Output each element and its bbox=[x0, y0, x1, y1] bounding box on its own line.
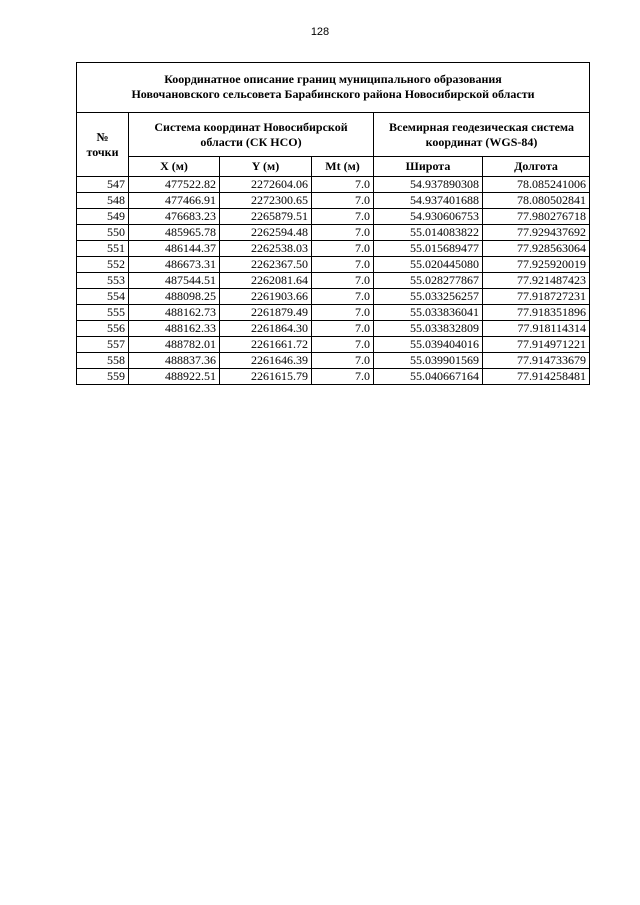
table-body bbox=[77, 177, 590, 385]
table-row bbox=[77, 289, 590, 305]
cell-mt: 7.0 bbox=[312, 353, 374, 369]
cell-x: 477466.91 bbox=[129, 193, 220, 209]
table-row bbox=[77, 353, 590, 369]
cell-latitude: 55.033256257 bbox=[374, 289, 483, 305]
cell-point-number: 555 bbox=[77, 305, 129, 321]
cell-x: 488162.33 bbox=[129, 321, 220, 337]
cell-point-number: 554 bbox=[77, 289, 129, 305]
table-row bbox=[77, 193, 590, 209]
header-latitude: Широта bbox=[374, 157, 483, 177]
cell-latitude: 55.039901569 bbox=[374, 353, 483, 369]
table-row bbox=[77, 321, 590, 337]
cell-mt: 7.0 bbox=[312, 337, 374, 353]
cell-point-number: 547 bbox=[77, 177, 129, 193]
cell-longitude: 77.928563064 bbox=[483, 241, 590, 257]
cell-point-number: 559 bbox=[77, 369, 129, 385]
cell-longitude: 77.914971221 bbox=[483, 337, 590, 353]
cell-y: 2265879.51 bbox=[220, 209, 312, 225]
cell-longitude: 78.080502841 bbox=[483, 193, 590, 209]
header-longitude: Долгота bbox=[483, 157, 590, 177]
cell-longitude: 78.085241006 bbox=[483, 177, 590, 193]
table-row bbox=[77, 305, 590, 321]
cell-x: 488162.73 bbox=[129, 305, 220, 321]
cell-x: 488782.01 bbox=[129, 337, 220, 353]
header-x: X (м) bbox=[129, 157, 220, 177]
cell-y: 2262538.03 bbox=[220, 241, 312, 257]
header-local-system: Система координат Новосибирской области (СК НСО) bbox=[129, 113, 374, 157]
cell-point-number: 557 bbox=[77, 337, 129, 353]
table-title bbox=[77, 63, 590, 113]
cell-x: 488837.36 bbox=[129, 353, 220, 369]
cell-y: 2261646.39 bbox=[220, 353, 312, 369]
cell-y: 2261864.30 bbox=[220, 321, 312, 337]
table-row bbox=[77, 273, 590, 289]
header-wgs-system: Всемирная геодезическая система координат (WGS-84) bbox=[374, 113, 590, 157]
table-row bbox=[77, 225, 590, 241]
cell-point-number: 553 bbox=[77, 273, 129, 289]
cell-y: 2272604.06 bbox=[220, 177, 312, 193]
coordinates-table bbox=[76, 62, 590, 385]
table-row bbox=[77, 241, 590, 257]
cell-y: 2261903.66 bbox=[220, 289, 312, 305]
cell-mt: 7.0 bbox=[312, 321, 374, 337]
cell-x: 477522.82 bbox=[129, 177, 220, 193]
cell-x: 485965.78 bbox=[129, 225, 220, 241]
cell-y: 2262594.48 bbox=[220, 225, 312, 241]
cell-point-number: 551 bbox=[77, 241, 129, 257]
table-title-line-2: Новочановского сельсовета Барабинского района Новосибирской области bbox=[131, 87, 535, 101]
header-y: Y (м) bbox=[220, 157, 312, 177]
cell-mt: 7.0 bbox=[312, 241, 374, 257]
cell-x: 486673.31 bbox=[129, 257, 220, 273]
cell-mt: 7.0 bbox=[312, 369, 374, 385]
table-row bbox=[77, 209, 590, 225]
cell-y: 2261615.79 bbox=[220, 369, 312, 385]
cell-y: 2262081.64 bbox=[220, 273, 312, 289]
cell-longitude: 77.918351896 bbox=[483, 305, 590, 321]
cell-mt: 7.0 bbox=[312, 209, 374, 225]
cell-longitude: 77.914258481 bbox=[483, 369, 590, 385]
table-row bbox=[77, 177, 590, 193]
cell-mt: 7.0 bbox=[312, 177, 374, 193]
cell-y: 2272300.65 bbox=[220, 193, 312, 209]
cell-point-number: 550 bbox=[77, 225, 129, 241]
cell-x: 487544.51 bbox=[129, 273, 220, 289]
cell-mt: 7.0 bbox=[312, 305, 374, 321]
cell-x: 488922.51 bbox=[129, 369, 220, 385]
cell-point-number: 558 bbox=[77, 353, 129, 369]
table-row bbox=[77, 337, 590, 353]
cell-point-number: 552 bbox=[77, 257, 129, 273]
cell-mt: 7.0 bbox=[312, 289, 374, 305]
table-row bbox=[77, 369, 590, 385]
cell-point-number: 556 bbox=[77, 321, 129, 337]
cell-longitude: 77.918114314 bbox=[483, 321, 590, 337]
cell-longitude: 77.921487423 bbox=[483, 273, 590, 289]
cell-latitude: 55.039404016 bbox=[374, 337, 483, 353]
table-title-line-1: Координатное описание границ муниципального образования bbox=[164, 72, 502, 86]
cell-longitude: 77.929437692 bbox=[483, 225, 590, 241]
cell-longitude: 77.925920019 bbox=[483, 257, 590, 273]
cell-x: 488098.25 bbox=[129, 289, 220, 305]
cell-latitude: 55.015689477 bbox=[374, 241, 483, 257]
cell-y: 2261661.72 bbox=[220, 337, 312, 353]
cell-y: 2261879.49 bbox=[220, 305, 312, 321]
cell-mt: 7.0 bbox=[312, 193, 374, 209]
cell-point-number: 548 bbox=[77, 193, 129, 209]
cell-point-number: 549 bbox=[77, 209, 129, 225]
cell-latitude: 54.930606753 bbox=[374, 209, 483, 225]
cell-longitude: 77.918727231 bbox=[483, 289, 590, 305]
table-row bbox=[77, 257, 590, 273]
cell-mt: 7.0 bbox=[312, 225, 374, 241]
header-point-number: № точки bbox=[77, 113, 129, 177]
cell-mt: 7.0 bbox=[312, 273, 374, 289]
cell-latitude: 54.937890308 bbox=[374, 177, 483, 193]
cell-longitude: 77.914733679 bbox=[483, 353, 590, 369]
cell-x: 476683.23 bbox=[129, 209, 220, 225]
cell-longitude: 77.980276718 bbox=[483, 209, 590, 225]
cell-x: 486144.37 bbox=[129, 241, 220, 257]
cell-mt: 7.0 bbox=[312, 257, 374, 273]
cell-latitude: 55.040667164 bbox=[374, 369, 483, 385]
cell-latitude: 54.937401688 bbox=[374, 193, 483, 209]
page-number: 128 bbox=[310, 26, 330, 38]
cell-latitude: 55.028277867 bbox=[374, 273, 483, 289]
header-mt: Mt (м) bbox=[312, 157, 374, 177]
cell-latitude: 55.033832809 bbox=[374, 321, 483, 337]
cell-y: 2262367.50 bbox=[220, 257, 312, 273]
cell-latitude: 55.020445080 bbox=[374, 257, 483, 273]
cell-latitude: 55.033836041 bbox=[374, 305, 483, 321]
cell-latitude: 55.014083822 bbox=[374, 225, 483, 241]
